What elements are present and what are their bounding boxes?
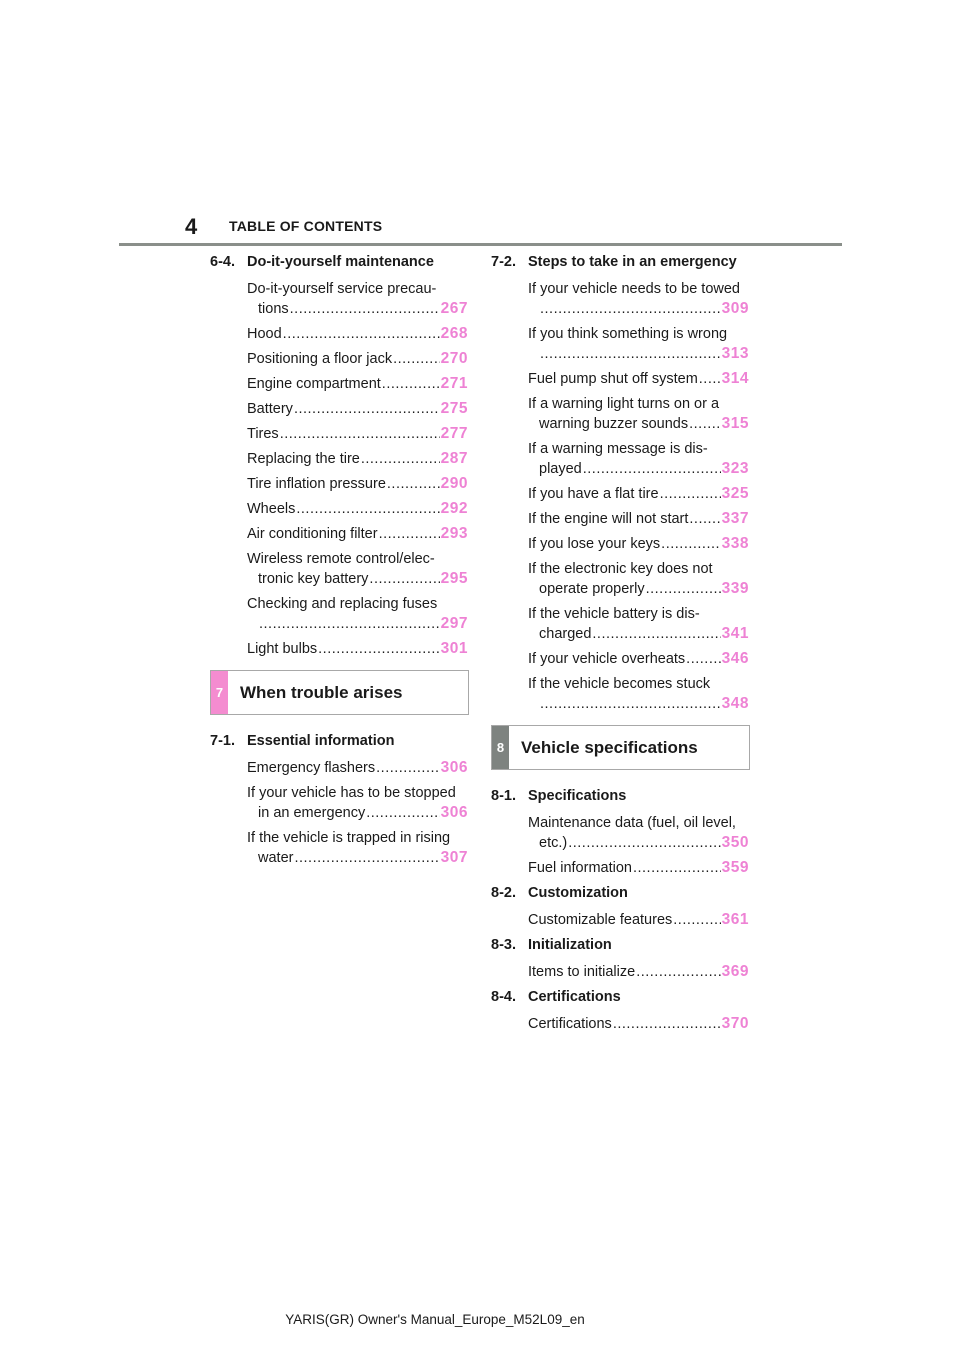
- page-link[interactable]: 313: [721, 345, 749, 362]
- page-link[interactable]: 301: [440, 640, 468, 657]
- toc-entry-text: Light bulbs: [247, 641, 318, 657]
- leader-dots: [636, 962, 720, 982]
- section-heading: 6-4. Do-it-yourself maintenance: [210, 254, 434, 270]
- toc-entry[interactable]: [528, 509, 749, 534]
- leader-dots: [296, 499, 439, 519]
- page-link[interactable]: 348: [721, 695, 749, 712]
- chapter-title: Vehicle specifications: [521, 738, 698, 757]
- leader-dots: [280, 424, 440, 444]
- toc-entry[interactable]: [247, 474, 468, 499]
- toc-entry-text: Replacing the tire: [247, 451, 360, 467]
- toc-entry[interactable]: [528, 813, 749, 858]
- leader-dots: [379, 524, 440, 544]
- toc-entry[interactable]: [247, 499, 468, 524]
- toc-entry[interactable]: [528, 674, 749, 719]
- toc-entry-text: Wireless remote control/elec-: [247, 551, 435, 567]
- page-link[interactable]: 314: [721, 370, 749, 387]
- toc-entry-text: operate properly: [539, 581, 645, 597]
- leader-dots: [699, 369, 721, 389]
- page-link[interactable]: 277: [440, 425, 468, 442]
- toc-entry-text: If the electronic key does not: [528, 561, 713, 577]
- toc-entry-text: Positioning a floor jack: [247, 351, 393, 367]
- leader-dots: [660, 484, 721, 504]
- toc-entry[interactable]: [247, 549, 468, 594]
- toc-entry[interactable]: [528, 279, 749, 324]
- page-link[interactable]: 339: [721, 580, 749, 597]
- section-heading: 7-1. Essential information: [210, 733, 395, 749]
- page-link[interactable]: 306: [440, 759, 468, 776]
- toc-entry-text: Tires: [247, 426, 279, 442]
- toc-entry-text: tions: [258, 301, 289, 317]
- toc-entry-text: Fuel pump shut off system: [528, 371, 698, 387]
- page-link[interactable]: 267: [440, 300, 468, 317]
- toc-entry-text: Customizable features: [528, 912, 673, 928]
- leader-dots: [366, 803, 439, 823]
- toc-entry[interactable]: [247, 524, 468, 549]
- toc-entry-text: Checking and replacing fuses: [247, 596, 438, 612]
- toc-entry-text: Emergency flashers: [247, 760, 376, 776]
- running-header: TABLE OF CONTENTS: [229, 218, 383, 234]
- toc-entry-text: If your vehicle overheats: [528, 651, 686, 667]
- toc-entry[interactable]: [528, 394, 749, 439]
- toc-entry[interactable]: [247, 399, 468, 424]
- toc-entry[interactable]: [528, 858, 749, 883]
- leader-dots: [689, 509, 720, 529]
- leader-dots: [283, 324, 440, 344]
- toc-entry[interactable]: [528, 324, 749, 369]
- section-heading: 8-1. Specifications: [491, 788, 627, 804]
- toc-entry-text: etc.): [539, 835, 568, 851]
- leader-dots: [686, 649, 720, 669]
- toc-entry-text: If a warning message is dis-: [528, 441, 708, 457]
- chapter-8-header[interactable]: [491, 725, 750, 770]
- toc-entry[interactable]: [528, 439, 749, 484]
- toc-entry-text: Hood: [247, 326, 282, 342]
- page-link[interactable]: 270: [440, 350, 468, 367]
- toc-entry-text: Tire inflation pressure: [247, 476, 386, 492]
- chapter-7-header[interactable]: [210, 670, 469, 715]
- toc-entry[interactable]: [247, 758, 468, 783]
- chapter-title: When trouble arises: [240, 683, 403, 702]
- leader-dots: [318, 639, 439, 659]
- leader-dots: [583, 459, 721, 479]
- page-link[interactable]: 275: [440, 400, 468, 417]
- toc-entry[interactable]: [247, 279, 468, 324]
- leader-dots: [540, 344, 721, 364]
- page-link[interactable]: 369: [721, 963, 749, 980]
- toc-entry[interactable]: [247, 783, 468, 828]
- toc-entry-text: Fuel information: [528, 860, 632, 876]
- page-link[interactable]: 293: [440, 525, 468, 542]
- toc-entry[interactable]: [528, 559, 749, 604]
- toc-entry[interactable]: [528, 534, 749, 559]
- header-rule: [119, 243, 842, 246]
- toc-entry[interactable]: [247, 594, 468, 639]
- page-link[interactable]: 307: [440, 849, 468, 866]
- leader-dots: [592, 624, 720, 644]
- leader-dots: [633, 858, 721, 878]
- toc-entry-text: If your vehicle needs to be towed: [528, 281, 740, 297]
- page-link[interactable]: 295: [440, 570, 468, 587]
- toc-entry-text: If the vehicle battery is dis-: [528, 606, 700, 622]
- toc-entry-text: If the vehicle becomes stuck: [528, 676, 711, 692]
- page-link[interactable]: 287: [440, 450, 468, 467]
- leader-dots: [294, 399, 440, 419]
- toc-entry-text: in an emergency: [258, 805, 366, 821]
- toc-entry-text: tronic key battery: [258, 571, 369, 587]
- page-link[interactable]: 309: [721, 300, 749, 317]
- leader-dots: [290, 299, 440, 319]
- leader-dots: [689, 414, 721, 434]
- section-heading: 8-2. Customization: [491, 885, 628, 901]
- toc-entry[interactable]: [247, 374, 468, 399]
- toc-entry-text: If you think something is wrong: [528, 326, 728, 342]
- leader-dots: [646, 579, 721, 599]
- toc-entry-text: warning buzzer sounds: [539, 416, 689, 432]
- toc-entry-text: Wheels: [247, 501, 296, 517]
- leader-dots: [259, 614, 440, 634]
- page-link[interactable]: 306: [440, 804, 468, 821]
- page-link[interactable]: 325: [721, 485, 749, 502]
- toc-entry[interactable]: [247, 449, 468, 474]
- page-link[interactable]: 350: [721, 834, 749, 851]
- toc-entry-text: Maintenance data (fuel, oil level,: [528, 815, 736, 831]
- section-heading: 8-4. Certifications: [491, 989, 621, 1005]
- section-heading: 7-2. Steps to take in an emergency: [491, 254, 737, 270]
- leader-dots: [540, 694, 721, 714]
- page-link[interactable]: 271: [440, 375, 468, 392]
- toc-entry-text: Do-it-yourself service precau-: [247, 281, 437, 297]
- toc-entry[interactable]: [247, 828, 468, 873]
- toc-entry[interactable]: [247, 324, 468, 349]
- page-number: 4: [185, 214, 198, 239]
- toc-entry-text: If you have a flat tire: [528, 486, 659, 502]
- toc-entry[interactable]: [528, 604, 749, 649]
- page-link[interactable]: 341: [721, 625, 749, 642]
- toc-entry[interactable]: [528, 910, 749, 935]
- page-link[interactable]: 346: [721, 650, 749, 667]
- toc-entry[interactable]: [247, 639, 468, 664]
- chapter-tab: 7: [211, 671, 228, 714]
- leader-dots: [393, 349, 440, 369]
- toc-entry[interactable]: [528, 962, 749, 987]
- leader-dots: [361, 449, 440, 469]
- toc-entry-text: If the vehicle is trapped in rising: [247, 830, 451, 846]
- leader-dots: [376, 758, 439, 778]
- toc-entry-text: Engine compartment: [247, 376, 381, 392]
- toc-entry-text: charged: [539, 626, 592, 642]
- leader-dots: [382, 374, 440, 394]
- leader-dots: [387, 474, 440, 494]
- toc-entry-text: Items to initialize: [528, 964, 636, 980]
- page-link[interactable]: 323: [721, 460, 749, 477]
- leader-dots: [369, 569, 439, 589]
- page-link[interactable]: 268: [440, 325, 468, 342]
- leader-dots: [540, 299, 721, 319]
- toc-entry[interactable]: [528, 369, 749, 394]
- leader-dots: [673, 910, 720, 930]
- toc-entry[interactable]: [528, 484, 749, 509]
- page-link[interactable]: 337: [721, 510, 749, 527]
- toc-entry[interactable]: [528, 1014, 749, 1039]
- page-link[interactable]: 370: [721, 1015, 749, 1032]
- toc-entry[interactable]: [528, 649, 749, 674]
- footer: YARIS(GR) Owner's Manual_Europe_M52L09_en: [285, 1312, 585, 1327]
- toc-entry-text: If the engine will not start: [528, 511, 689, 527]
- toc-entry-text: Battery: [247, 401, 293, 417]
- toc-entry-text: Certifications: [528, 1016, 612, 1032]
- leader-dots: [294, 848, 439, 868]
- page-link[interactable]: 290: [440, 475, 468, 492]
- section-heading: 8-3. Initialization: [491, 937, 612, 953]
- page-link[interactable]: 361: [721, 911, 749, 928]
- leader-dots: [568, 833, 720, 853]
- toc-entry-text: Air conditioning filter: [247, 526, 378, 542]
- toc-entry-text: If a warning light turns on or a: [528, 396, 720, 412]
- toc-entry-text: If you lose your keys: [528, 536, 661, 552]
- leader-dots: [613, 1014, 721, 1034]
- page-link[interactable]: 338: [721, 535, 749, 552]
- toc-entry-text: played: [539, 461, 582, 477]
- page-link[interactable]: 359: [721, 859, 749, 876]
- page-link[interactable]: 315: [721, 415, 749, 432]
- page-link[interactable]: 297: [440, 615, 468, 632]
- toc-entry[interactable]: [247, 424, 468, 449]
- page-link[interactable]: 292: [440, 500, 468, 517]
- toc-entry-text: If your vehicle has to be stopped: [247, 785, 456, 801]
- toc-entry-text: water: [258, 850, 294, 866]
- toc-entry[interactable]: [247, 349, 468, 374]
- leader-dots: [661, 534, 720, 554]
- chapter-tab: 8: [492, 726, 509, 769]
